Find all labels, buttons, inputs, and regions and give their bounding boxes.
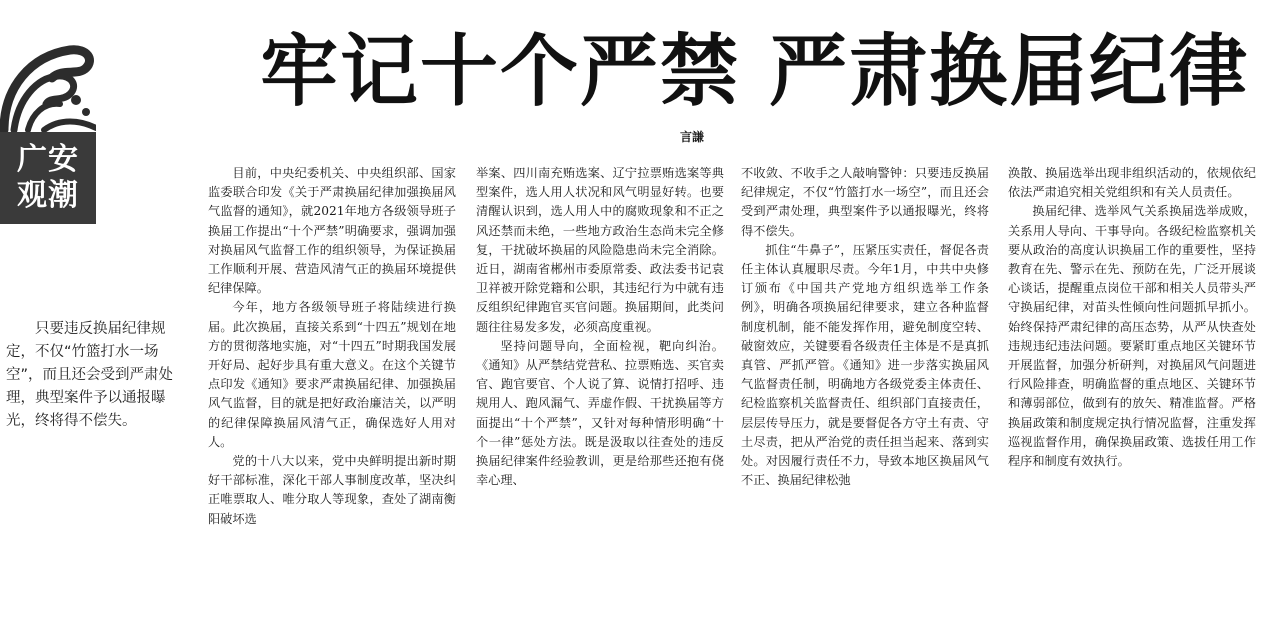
wave-logo-icon: [0, 38, 96, 134]
paragraph: 涣散、换届选举出现非组织活动的，依规依纪依法严肃追究相关党组织和有关人员责任。: [1008, 166, 1256, 200]
column-name-line-1: 广安: [17, 142, 79, 177]
paragraph: 不收敛、不收手之人敲响警钟：只要违反换届纪律规定，不仅“竹篮打水一场空”，而且还会受到严肃处理，典型案件予以通报曝光，终将得不偿失。: [741, 166, 989, 238]
headline: 牢记十个严禁 严肃换届纪律: [260, 26, 1250, 117]
paragraph: 抓住“牛鼻子”，压紧压实责任，督促各责任主体认真履职尽责。今年1月，中共中央修订颁布《中国共产党地方组织选举工作条例》，明确各项换届纪律要求，建立各种监督制度机制，能不能发挥作用，避免制度空转、破窗效应，关键要看各级责任主体是不是真抓真管、严抓严管。《通知》进一步落实换届风气监督责任制，明确地方各级党委主体责任、纪检监察机关监督责任、组织部门直接责任，层层传导压力，就是要督促各方守土有责、守土尽责，把从严治党的责任担当起来、落到实处。对因履行责任不力，导致本地区换届风气不正、换届纪律松弛: [741, 242, 989, 488]
body-column-2: [476, 164, 724, 574]
paragraph: 换届纪律、选举风气关系换届选举成败，关系用人导向、干事导向。各级纪检监察机关要从政治的高度认识换届工作的重要性，坚持教育在先、警示在先、预防在先，广泛开展谈心谈话，提醒重点岗位干部和相关人员带头严守换届纪律，对苗头性倾向性问题抓早抓小。始终保持严肃纪律的高压态势，从严从快查处违规违纪违法问题。要紧盯重点地区关键环节开展监督，加强分析研判，对换届风气问题进行风险排查，明确监督的重点地区、关键环节和薄弱部位，做到有的放矢、精准监督。严格换届政策和制度规定执行情况监督，注重发挥巡视监督作用，确保换届政策、选拔任用工作程序和制度有效执行。: [1008, 204, 1256, 469]
paragraph: 举案、四川南充贿选案、辽宁拉票贿选案等典型案件，选人用人状况和风气明显好转。也要清醒认识到，选人用人中的腐败现象和不正之风还禁而未绝，一些地方政治生态尚未完全修复，干扰破坏换届的风险隐患尚未完全消除。近日，湖南省郴州市委原常委、政法委书记袁卫祥被开除党籍和公职，其违纪行为中就有违反组织纪律跑官买官问题。换届期间，此类问题往往易发多发，必须高度重视。: [476, 166, 724, 334]
column-name-badge: [0, 132, 96, 224]
body-column-1: [208, 164, 456, 574]
body-column-4: [1008, 164, 1256, 574]
column-name-line-2: 观潮: [17, 178, 79, 213]
paragraph: 目前，中央纪委机关、中央组织部、国家监委联合印发《关于严肃换届纪律加强换届风气监督的通知》，就2021年地方各级领导班子换届工作提出“十个严禁”明确要求，强调加强对换届风气监督工作的组织领导，为保证换届工作顺利开展、营造风清气正的换届环境提供纪律保障。: [208, 166, 456, 296]
byline: 言謙: [680, 130, 705, 144]
pull-quote: 只要违反换届纪律规定，不仅“竹篮打水一场空”，而且还会受到严肃处理，典型案件予以通报曝光，终将得不偿失。: [6, 321, 174, 429]
body-column-3: [741, 164, 989, 574]
paragraph: 党的十八大以来，党中央鲜明提出新时期好干部标准，深化干部人事制度改革，坚决纠正唯票取人、唯分取人等现象，查处了湖南衡阳破坏选: [208, 454, 456, 526]
paragraph: 今年，地方各级领导班子将陆续进行换届。此次换届，直接关系到“十四五”规划在地方的贯彻落地实施，对“十四五”时期我国发展开好局、起好步具有重大意义。在这个关键节点印发《通知》要求严肃换届纪律、加强换届风气监督，目的就是把好政治廉洁关，以严明的纪律保障换届风清气正，确保选好人用对人。: [208, 300, 456, 449]
paragraph: 坚持问题导向，全面检视，靶向纠治。《通知》从严禁结党营私、拉票贿选、买官卖官、跑官要官、个人说了算、说情打招呼、违规用人、跑风漏气、弄虚作假、干扰换届等方面提出“十个严禁”，又针对每种情形明确“十个一律”惩处方法。既是汲取以往查处的违反换届纪律案件经验教训，更是给那些还抱有侥幸心理、: [476, 338, 724, 488]
